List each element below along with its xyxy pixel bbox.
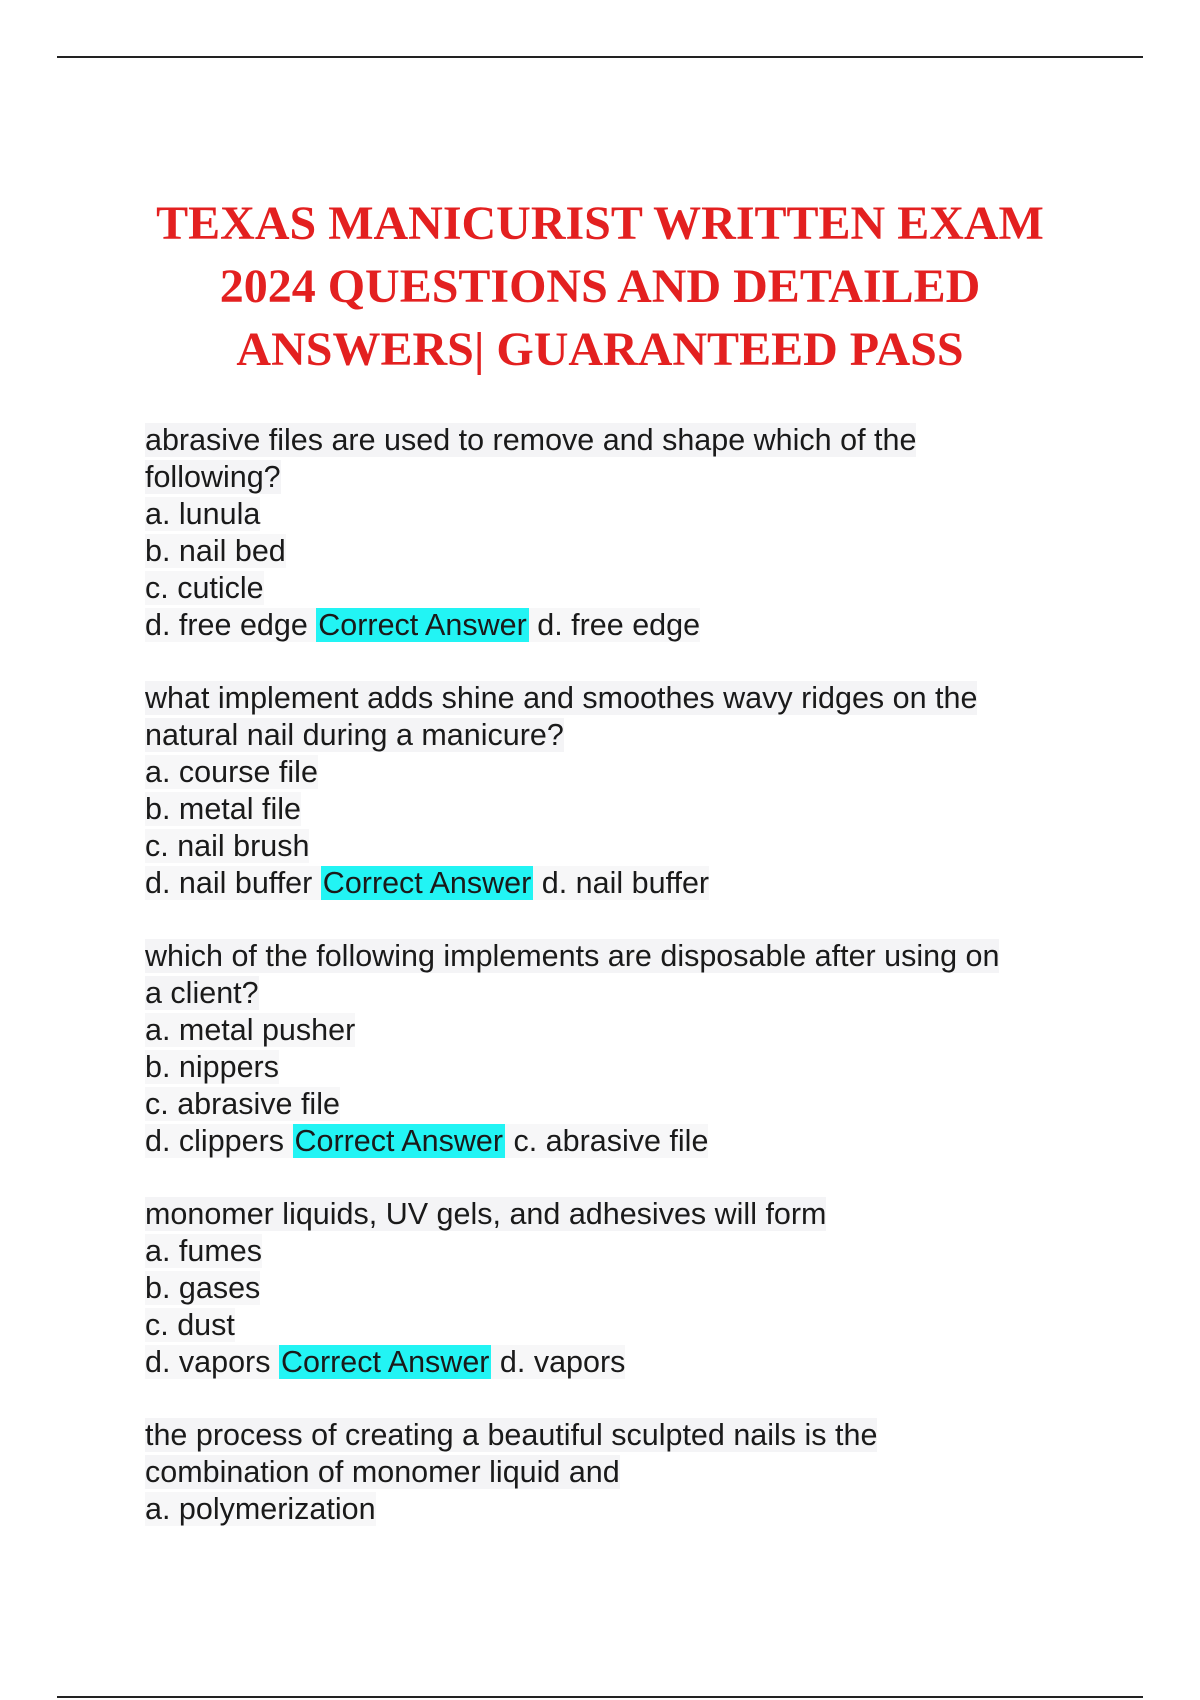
answer-option: c. abrasive file (145, 1087, 340, 1121)
title-line: TEXAS MANICURIST WRITTEN EXAM (156, 197, 1044, 250)
question-text: a client? (145, 976, 259, 1010)
answer-option: c. dust (145, 1308, 235, 1342)
question-text: the process of creating a beautiful sculpted nails is the (145, 1418, 878, 1452)
correct-answer-label: Correct Answer (318, 608, 527, 642)
question-block (145, 938, 1075, 1160)
answer-option: b. nippers (145, 1050, 279, 1084)
answer-option-with-answer: d. vapors Correct Answer d. vapors (145, 1345, 626, 1379)
question-block (145, 1417, 1075, 1528)
question-block (145, 422, 1075, 644)
correct-answer-label: Correct Answer (294, 1124, 503, 1158)
question-text: which of the following implements are disposable after using on (145, 939, 1000, 973)
answer-option: c. cuticle (145, 571, 264, 605)
title-line: ANSWERS| GUARANTEED PASS (236, 323, 964, 376)
question-block (145, 1196, 1075, 1381)
answer-option: a. course file (145, 755, 318, 789)
answer-option: b. nail bed (145, 534, 286, 568)
answer-option-with-answer: d. free edge Correct Answer d. free edge (145, 608, 701, 642)
answer-option: a. polymerization (145, 1492, 376, 1526)
bottom-rule (57, 1696, 1143, 1698)
question-text: natural nail during a manicure? (145, 718, 564, 752)
answer-option-with-answer: d. nail buffer Correct Answer d. nail buffer (145, 866, 710, 900)
correct-answer-label: Correct Answer (322, 866, 532, 900)
question-text: following? (145, 460, 281, 494)
answer-option: a. lunula (145, 497, 261, 531)
question-list (145, 422, 1075, 1564)
correct-answer-value: c. abrasive file (513, 1124, 709, 1158)
answer-option: b. metal file (145, 792, 301, 826)
answer-option: a. fumes (145, 1234, 262, 1268)
correct-answer-value: d. free edge (537, 608, 701, 642)
title-line: 2024 QUESTIONS AND DETAILED (219, 260, 981, 313)
question-text: abrasive files are used to remove and shape which of the (145, 423, 917, 457)
question-block (145, 680, 1075, 902)
top-rule (57, 56, 1143, 58)
answer-option-with-answer: d. clippers Correct Answer c. abrasive file (145, 1124, 709, 1158)
correct-answer-value: d. vapors (499, 1345, 626, 1379)
answer-option: a. metal pusher (145, 1013, 356, 1047)
answer-option: c. nail brush (145, 829, 310, 863)
correct-answer-value: d. nail buffer (541, 866, 710, 900)
question-text: what implement adds shine and smoothes wavy ridges on the (145, 681, 978, 715)
question-text: monomer liquids, UV gels, and adhesives will form (145, 1197, 827, 1231)
question-text: combination of monomer liquid and (145, 1455, 620, 1489)
correct-answer-label: Correct Answer (280, 1345, 490, 1379)
document-title (100, 192, 1100, 381)
answer-option: b. gases (145, 1271, 261, 1305)
